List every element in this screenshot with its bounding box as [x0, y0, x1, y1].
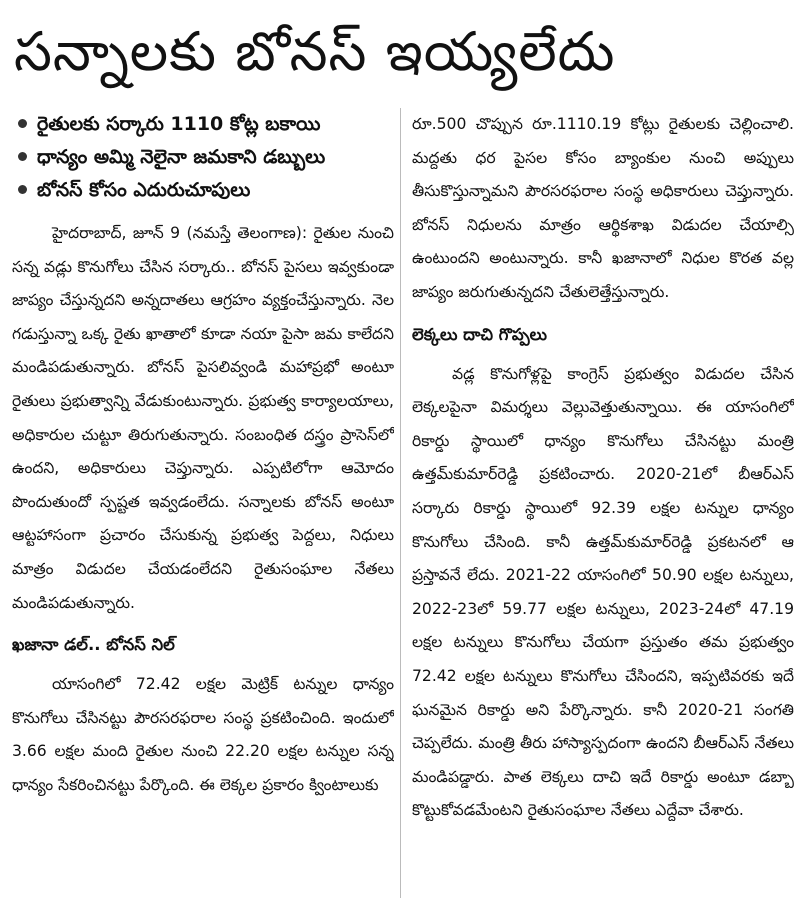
- headline: సన్నాలకు బోనస్ ఇయ్యలేదు: [14, 20, 616, 83]
- article-paragraph: హైదరాబాద్, జూన్ 9 (నమస్తే తెలంగాణ): రైతుల నుంచి సన్న వడ్లు కొనుగోలు చేసిన సర్కారు.. బోనస్ పైసలు ఇవ్వకుండా జాప్యం చేస్తున్నదని అన్నదాతలు ఆగ్రహం వ్యక్తంచేస్తున్నారు. నెల గడుస్తున్నా ఒక్క రైతు ఖాతాలో కూడా నయా పైసా జమ కాలేదని మండిపడుతున్నారు. బోనస్ పైసలివ్వండి మహాప్రభో అంటూ రైతులు ప్రభుత్వాన్ని వేడుకుంటున్నారు. ప్రభుత్వ కార్యాలయాలు, అధికారుల చుట్టూ తిరుగుతున్నారు. సంబంధిత దస్త్రం ప్రాసెస్‌లో ఉందని, అధికారులు చెప్తున్నారు. ఎప్పటిలోగా ఆమోదం పొందుతుందో స్పష్టత ఇవ్వడంలేదు. సన్నాలకు బోనస్ అంటూ ఆట్టహాసంగా ప్రచారం చేసుకున్న ప్రభుత్వ పెద్దలు, నిధులు మాత్రం విడుదల చేయడంలేదని రైతుసంఘాల నేతలు మండిపడుతున్నారు.: [12, 224, 394, 612]
- article-paragraph: వడ్ల కొనుగోళ్లపై కాంగ్రెస్ ప్రభుత్వం విడుదల చేసిన లెక్కలపైనా విమర్శలు వెల్లువెత్తుతున్నాయి. ఈ యాసంగిలో రికార్డు స్థాయిలో ధాన్యం కొనుగోలు చేసినట్టు మంత్రి ఉత్తమ్‌కుమార్‌రెడ్డి ప్రకటించారు. 2020-21లో బీఆర్‌ఎస్ సర్కారు రికార్డు స్థాయిలో 92.39 లక్షల టన్నుల ధాన్యం కొనుగోలు చేసింది. కానీ ఉత్తమ్‌కుమార్‌రెడ్డి ప్రకటనలో ఆ ప్రస్తావనే లేదు. 2021-22 యాసంగిలో 50.90 లక్షల టన్నులు, 2022-23లో 59.77 లక్షల టన్నులు, 2023-24లో 47.19 లక్షల టన్నులు కొనుగోలు చేయగా ప్రస్తుతం తమ ప్రభుత్వం 72.42 లక్షల టన్నులు కొనుగోలు చేసిందని, ఇప్పటివరకు ఇదే ఘనమైన రికార్డు అని పేర్కొన్నారు. కానీ 2020-21 సంగతి చెప్పలేదు. మంత్రి తీరు హాస్యాస్పదంగా ఉందని బీఆర్‌ఎస్ నేతలు మండిపడ్డారు. పాత లెక్కలు దాచి ఇదే రికార్డు అంటూ డబ్బా కొట్టుకోవడమేంటని రైతుసంఘాల నేతలు ఎద్దేవా చేశారు.: [412, 364, 794, 820]
- bullet-dot-icon: [18, 152, 27, 161]
- article-paragraph: రూ.500 చొప్పున రూ.1110.19 కోట్లు రైతులకు చెల్లించాలి. మద్దతు ధర పైసల కోసం బ్యాంకుల నుంచి అప్పులు తీసుకొస్తున్నామని పౌరసరఫరాల సంస్థ అధికారులు చెప్తున్నారు. బోనస్ నిధులను మాత్రం ఆర్థికశాఖ విడుదల చేయాల్సి ఉంటుందని అంటున్నారు. కానీ ఖజానాలో నిధుల కొరత వల్ల జాప్యం జరుగుతున్నదని చేతులెత్తేస్తున్నారు.: [412, 115, 794, 301]
- section-subhead: ఖజానా డల్.. బోనస్ నిల్: [12, 635, 175, 655]
- highlight-text: బోనస్ కోసం ఎదురుచూపులు: [37, 179, 251, 201]
- highlight-text: ధాన్యం అమ్మి నెలైనా జమకాని డబ్బులు: [37, 146, 326, 168]
- column-divider: [400, 108, 401, 898]
- highlight-item: [12, 108, 394, 141]
- article-paragraph: యాసంగిలో 72.42 లక్షల మెట్రిక్ టన్నుల ధాన్యం కొనుగోలు చేసినట్టు పౌరసరఫరాల సంస్థ ప్రకటించింది. ఇందులో 3.66 లక్షల మంది రైతుల నుంచి 22.20 లక్షల టన్నుల సన్న ధాన్యం సేకరించినట్టు పేర్కొంది. ఈ లెక్కల ప్రకారం క్వింటాలుకు: [12, 675, 394, 794]
- bullet-dot-icon: [18, 119, 27, 128]
- bullet-dot-icon: [18, 185, 27, 194]
- highlight-text: రైతులకు సర్కారు 1110 కోట్ల బకాయి: [37, 113, 321, 135]
- left-column: [12, 108, 394, 898]
- section-subhead: లెక్కలు దాచి గొప్పలు: [412, 324, 547, 344]
- highlight-item: [12, 141, 394, 174]
- highlights-list: [12, 108, 394, 207]
- right-column: [412, 108, 794, 898]
- highlight-item: [12, 174, 394, 207]
